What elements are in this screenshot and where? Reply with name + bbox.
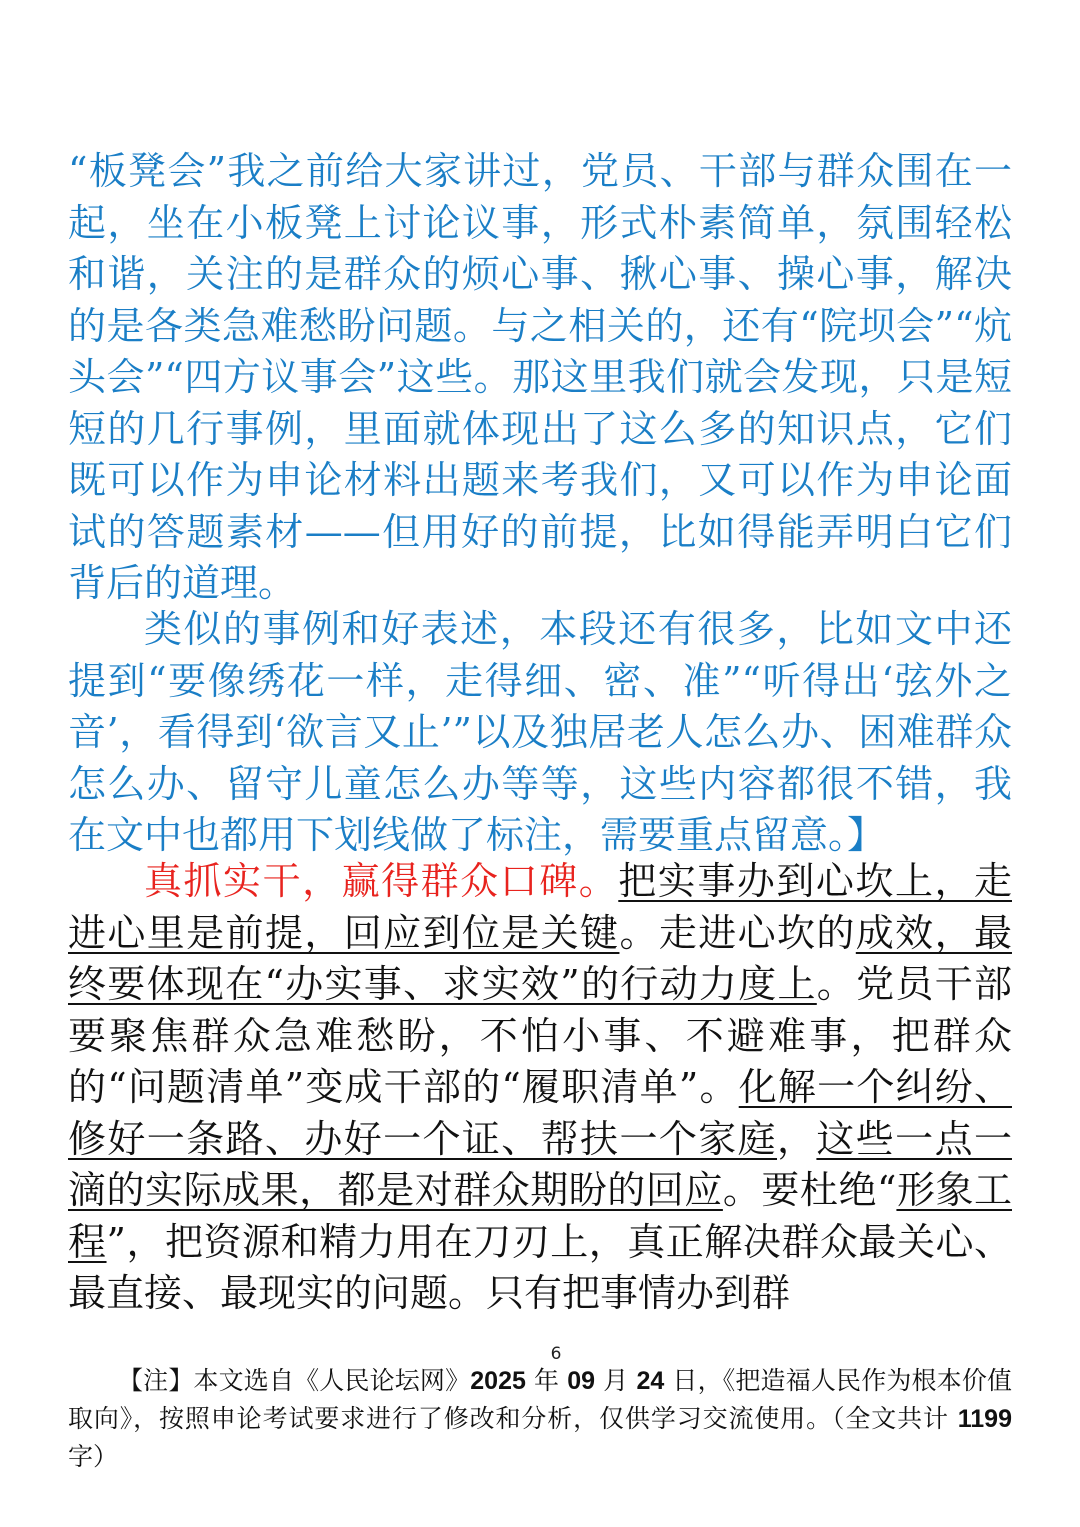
section-heading: 真抓实干，赢得群众口碑。 (144, 859, 619, 903)
note-day: 24 (636, 1367, 665, 1395)
commentary-paragraph-2 (68, 604, 1012, 862)
note-suffix: 字） (68, 1442, 119, 1471)
article-text-3: ， (777, 1116, 817, 1161)
note-prefix: 【注】本文选自《人民论坛网》 (118, 1366, 471, 1395)
article-text-4: 。要杜绝“ (722, 1168, 897, 1212)
commentary-text-2: 类似的事例和好表述，本段还有很多，比如文中还提到“要像绣花一样，走得细、密、准”“听得出‘弦外之音’，看得到‘欲言又止’”以及独居老人怎么办、困难群众怎么办、留守儿童怎么办等等，这些内容都很不错，我在文中也都用下划线做了标注，需要重点留意。】 (68, 607, 1012, 857)
article-text-1: 。走进心坎的 (619, 910, 856, 955)
underlined-sentence-1: 把实事办到心坎上，走进心里是前提，回应到位是关键 (68, 859, 1012, 955)
underlined-sentence-2: 成效，最终要体现在“办实事、求实效”的行动力度上 (68, 910, 1012, 1006)
note-year-unit: 年 (525, 1366, 568, 1395)
note-month: 09 (567, 1367, 596, 1395)
article-paragraph (68, 856, 1012, 1320)
commentary-paragraph-1 (68, 146, 1012, 610)
page-number: 6 (550, 1344, 562, 1364)
underlined-phrase: 形象工程 (68, 1168, 1012, 1264)
source-note (68, 1362, 1012, 1476)
underlined-sentence-4: 这些一点一滴的实际成果，都是对群众期盼的回应 (68, 1116, 1012, 1212)
underlined-sentence-3: 化解一个纠纷、修好一条路、办好一个证、帮扶一个家庭 (68, 1065, 1012, 1161)
note-year: 2025 (470, 1367, 526, 1395)
note-month-unit: 月 (595, 1366, 637, 1395)
article-text-2: 。党员干部要聚焦群众急难愁盼，不怕小事、不避难事，把群众的“问题清单”变成干部的“履职清单”。 (68, 962, 1012, 1109)
note-word-count: 1199 (957, 1405, 1012, 1433)
article-text-5: ”，把资源和精力用在刀刃上，真正解决群众最关心、最直接、最现实的问题。只有把事情办到群 (68, 1219, 1012, 1315)
commentary-text-1: “板凳会”我之前给大家讲过，党员、干部与群众围在一起，坐在小板凳上讨论议事，形式朴素简单，氛围轻松和谐，关注的是群众的烦心事、揪心事、操心事，解决的是各类急难愁盼问题。与之相关的，还有“院坝会”“炕头会”“四方议事会”这些。那这里我们就会发现，只是短短的几行事例，里面就体现出了这么多的知识点，它们既可以作为申论材料出题来考我们，又可以作为申论面试的答题素材——但用好的前提，比如得能弄明白它们背后的道理。 (68, 149, 1012, 605)
note-middle: 日，《把造福人民作为根本价值取向》，按照申论考试要求进行了修改和分析，仅供学习交流使用。（全文共计 (68, 1366, 1012, 1433)
